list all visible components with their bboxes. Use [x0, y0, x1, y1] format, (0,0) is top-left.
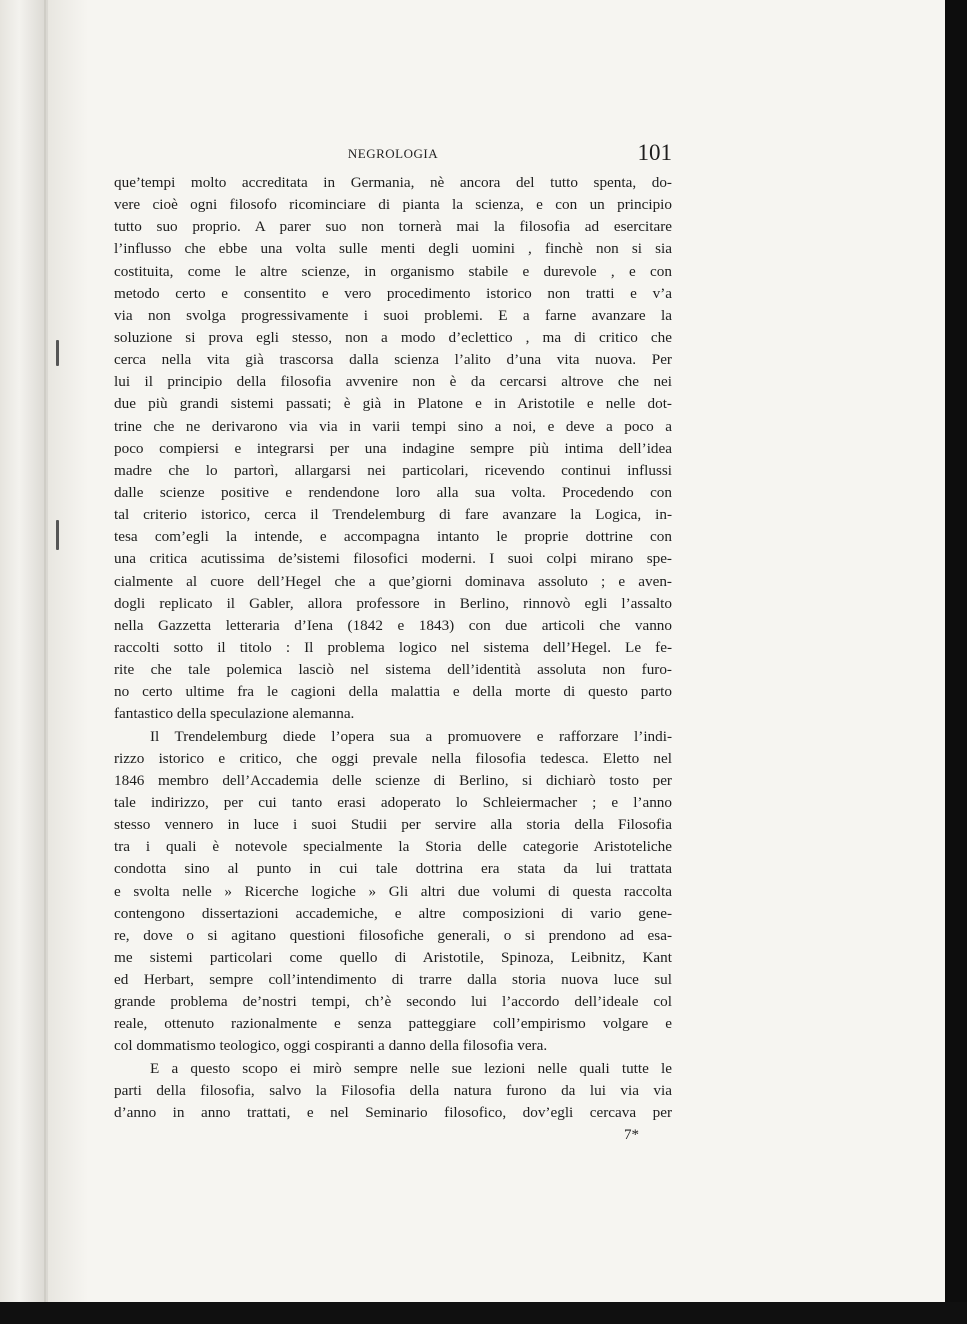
- text-line: l’influsso che ebbe una volta sulle menti degli uomini , finchè non si sia: [114, 240, 672, 258]
- text-line: tra i quali è notevole specialmente la Storia delle categorie Aristoteliche: [114, 838, 672, 856]
- text-line: vere cioè ogni filosofo ricominciare di pianta la scienza, e con un principio: [114, 196, 672, 214]
- text-line: lui il principio della filosofia avvenire non è da cercarsi altrove che nei: [114, 373, 672, 391]
- text-line: d’anno in anno trattati, e nel Seminario filosofico, dov’egli cercava per: [114, 1103, 672, 1121]
- text-line: trine che ne derivarono via via in varii tempi sino a noi, e deve a poco a: [114, 417, 672, 435]
- paragraph-start-line: E a questo scopo ei mirò sempre nelle sue lezioni nelle quali tutte le: [150, 1059, 672, 1077]
- text-line: due più grandi sistemi passati; è già in Platone e in Aristotile e nelle dot-: [114, 395, 672, 413]
- text-line: tesa com’egli la intende, e accompagna intanto le proprie dottrine con: [114, 528, 672, 546]
- text-line: tal criterio istorico, cerca il Trendelemburg di fare avanzare la Logica, in-: [114, 506, 672, 524]
- text-line: 1846 membro dell’Accademia delle scienze di Berlino, si dichiarò tosto per: [114, 771, 672, 789]
- text-line: cerca nella vita già trascorsa dalla scienza l’alito d’una vita nuova. Per: [114, 351, 672, 369]
- text-line: rizzo istorico e critico, che oggi prevale nella filosofia tedesca. Eletto nel: [114, 749, 672, 767]
- text-line: raccolti sotto il titolo : Il problema logico nel sistema dell’Hegel. Le fe-: [114, 638, 672, 656]
- text-line: madre che lo partorì, allargarsi nei particolari, ricevendo continui influssi: [114, 461, 672, 479]
- text-line: poco compiersi e integrarsi per una indagine sempre più intima dell’idea: [114, 439, 672, 457]
- paragraph-start-line: Il Trendelemburg diede l’opera sua a promuovere e rafforzare l’indi-: [150, 727, 672, 745]
- text-line: soluzione si prova egli stesso, non a modo d’eclettico , ma di critico che: [114, 328, 672, 346]
- text-line: via non svolga progressivamente i suoi problemi. E a farne avanzare la: [114, 306, 672, 324]
- text-line: no certo ultime fra le cagioni della malattia e della morte di questo parto: [114, 683, 672, 701]
- page-header: [114, 142, 672, 168]
- text-line: parti della filosofia, salvo la Filosofia della natura furono da lui via via: [114, 1081, 672, 1099]
- text-line: contengono dissertazioni accademiche, e altre composizioni di vario gene-: [114, 904, 672, 922]
- scan-border-right: [945, 0, 967, 1324]
- text-line: tale indirizzo, per cui tanto erasi adoperato lo Schleiermacher ; e l’anno: [114, 793, 672, 811]
- page-fold-shadow: [48, 0, 88, 1302]
- text-line: stesso vennero in luce i suoi Studii per servire alla storia della Filosofia: [114, 816, 672, 834]
- text-line: col dommatismo teologico, oggi cospiranti a danno della filosofia vera.: [114, 1037, 548, 1055]
- margin-mark: [56, 340, 59, 366]
- body-text: [114, 172, 672, 1124]
- text-line: una critica acutissima de’sistemi filosofici moderni. I suoi colpi mirano spe-: [114, 550, 672, 568]
- text-line: ed Herbart, sempre coll’intendimento di trarre dalla storia nuova luce sul: [114, 971, 672, 989]
- text-line: que’tempi molto accreditata in Germania, nè ancora del tutto spenta, do-: [114, 174, 672, 191]
- text-line: e svolta nelle » Ricerche logiche » Gli altri due volumi di questa raccolta: [114, 882, 672, 900]
- spine-edge: [44, 0, 46, 1302]
- text-line: rite che tale polemica lasciò nel sistema dell’identità assoluta non furo-: [114, 661, 672, 679]
- page-number: 101: [637, 140, 672, 165]
- text-line: metodo certo e consentito e vero procedimento istorico non tratti e v’a: [114, 284, 672, 302]
- text-line: reale, ottenuto razionalmente e senza patteggiare coll’empirismo volgare e: [114, 1015, 672, 1033]
- text-line: costituita, come le altre scienze, in organismo stabile e durevole , e con: [114, 262, 672, 280]
- text-line: fantastico della speculazione alemanna.: [114, 705, 355, 723]
- margin-mark: [56, 520, 59, 550]
- book-spine: [0, 0, 48, 1302]
- text-line: dalle scienze positive e rendendone loro alla sua volta. Procedendo con: [114, 483, 672, 501]
- text-line: grande problema de’nostri tempi, ch’è secondo lui l’accordo dell’ideale col: [114, 993, 672, 1011]
- text-line: cialmente al cuore dell’Hegel che a que’giorni dominava assoluto ; e aven-: [114, 572, 672, 590]
- text-line: re, dove o si agitano questioni filosofiche generali, o si prendono ad esa-: [114, 926, 672, 944]
- printer-signature-mark: 7*: [624, 1127, 639, 1143]
- scan-border-bottom: [0, 1302, 967, 1324]
- text-line: me sistemi particolari come quello di Aristotile, Spinoza, Leibnitz, Kant: [114, 948, 672, 966]
- running-head: NEGROLOGIA: [347, 146, 439, 161]
- text-line: tutto suo proprio. A parer suo non tornerà mai la filosofia ad esercitare: [114, 218, 672, 236]
- text-line: dogli replicato il Gabler, allora professore in Berlino, rinnovò egli l’assalto: [114, 594, 672, 612]
- text-line: condotta sino al punto in cui tale dottrina era stata da lui trattata: [114, 860, 672, 878]
- text-line: nella Gazzetta letteraria d’Iena (1842 e 1843) con due articoli che vanno: [114, 616, 672, 634]
